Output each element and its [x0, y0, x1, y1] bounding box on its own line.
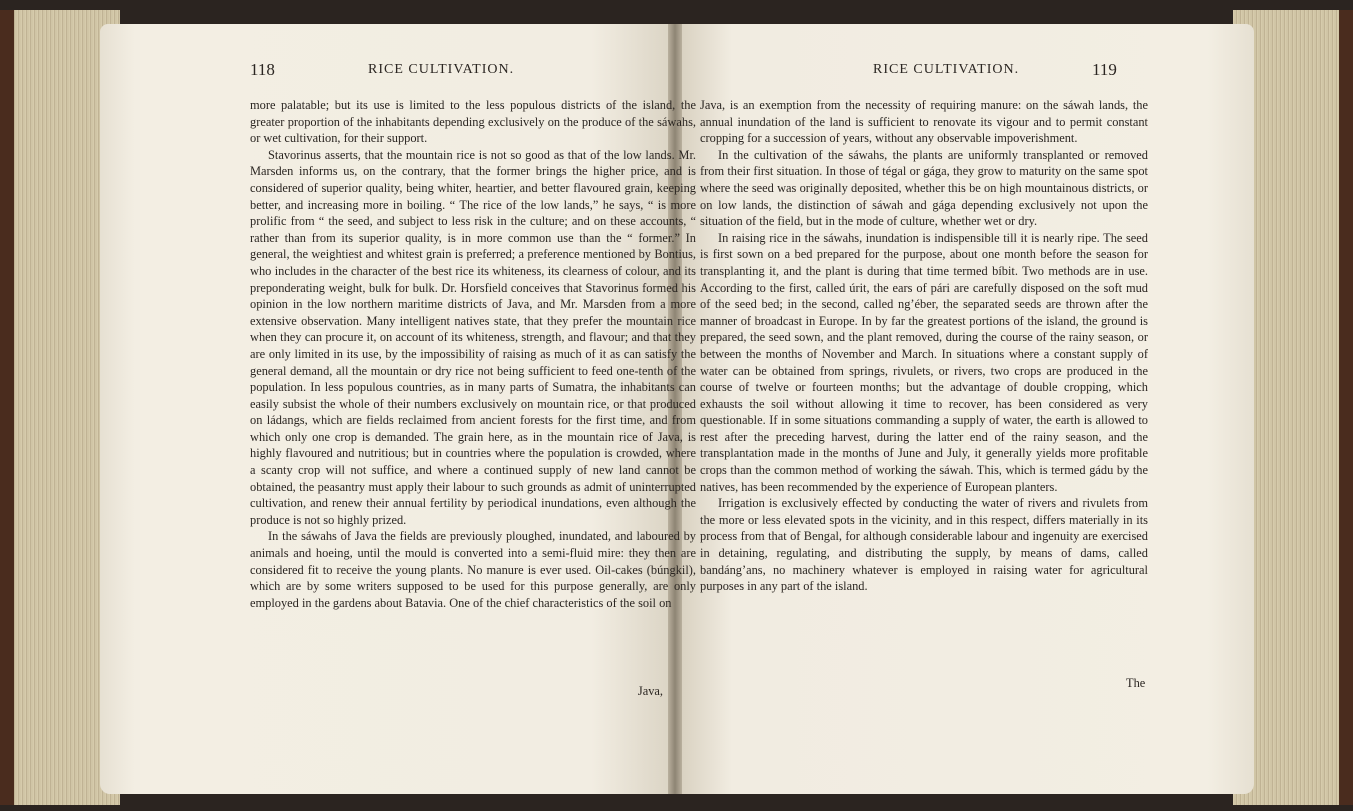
right-catchword: The [1126, 676, 1146, 690]
left-catchword: Java, [637, 684, 663, 698]
left-running-head: RICE CULTIVATION. [368, 62, 515, 77]
right-paragraph-4: Irrigation is exclusively effected by conducting the water of rivers and rivulets from the more or less elevated spots in the vicinity, and in this respect, differs materially in its process from that of Bengal, for although considerable labour and ingenuity are exercised in detaining, regulating, and distributing the supply, by means of dams, called bandáng’ans, no machinery whatever is employed in raising water for agricultural purposes in any part of the island. [700, 496, 1148, 594]
right-paragraph-1: Java, is an exemption from the necessity of requiring manure: on the sáwah lands, the annual inundation of the land is sufficient to renovate its vigour and to permit constant cropping for a succession of years, without any observable impoverishment. [700, 98, 1148, 146]
left-paragraph-2: Stavorinus asserts, that the mountain rice is not so good as that of the low lands. Mr. Marsden informs us, on the contrary, that the former brings the higher price, and is considered of superior quality, being whiter, heartier, and better flavoured grain, keeping better, and increasing more in boiling. “ The rice of the low lands,” he says, “ is more prolific from “ the seed, and subject to less risk in the culture; and on these accounts, “ rather than from its superior quality, is in more common use than the “ former.” In general, the weightiest and whitest grain is preferred; a preference mentioned by Bontius, who includes in the character of the best rice its whiteness, its clearness of colour, and its preponderating weight, bulk for bulk. Dr. Horsfield conceives that Stavorinus formed his opinion in the low northern maritime districts of Java, and Mr. Marsden from a more extensive observation. Many intelligent natives state, that they prefer the mountain rice when they can procure it, on account of its whiteness, strength, and flavour; and that they are only limited in its use, by the impossibility of raising as much of it as can satisfy the general demand, all the mountain or dry rice not being sufficient to feed one-tenth of the population. In less populous countries, as in many parts of Sumatra, the inhabitants can easily subsist the whole of their numbers exclusively on mountain rice, or that produced on ládangs, which are fields reclaimed from ancient forests for the first time, and from which only one crop is demanded. The grain here, as in the mountain rice of Java, is highly flavoured and nutritious; but in countries where the population is crowded, where a scanty crop will not suffice, and where a continued supply of new land cannot be obtained, the peasantry must apply their labour to such grounds as admit of uninterrupted cultivation, and renew their annual fertility by periodical inundations, even although the produce is not so highly prized. [250, 147, 696, 527]
left-body-text [250, 97, 696, 611]
right-paragraph-3: In raising rice in the sáwahs, inundation is indispensible till it is nearly ripe. The seed is first sown on a bed prepared for the purpose, about one month before the season for transplanting it, and the plant is during that time termed bíbit. Two methods are in use. According to the first, called úrit, the ears of pári are carefully disposed on the soft mud of the seed bed; in the second, called ng’éber, the separated seeds are thrown after the manner of broadcast in Europe. In by far the greatest portions of the island, the ground is prepared, the seed sown, and the plant removed, during the course of the rainy season, or between the months of November and March. In situations where a constant supply of water can be obtained from springs, rivulets, or rivers, two crops are produced in the course of twelve or fourteen months; but the advantage of double cropping, which exhausts the soil without allowing it time to recover, has been considered as very questionable. If in some situations commanding a supply of water, the earth is allowed to rest after the preceding harvest, during the latter end of the rainy season, and the transplantation made in the months of June and July, it generally yields more profitable crops than the common method of working the sáwah. This, which is termed gádu by the natives, has been recommended by the experience of European planters. [700, 230, 1148, 494]
right-running-head: RICE CULTIVATION. [873, 62, 1020, 77]
left-page-number: 118 [250, 60, 275, 79]
left-paragraph-1: more palatable; but its use is limited to the less populous districts of the island, the greater proportion of the inhabitants depending exclusively on the produce of the sáwahs, or wet cultivation, for their support. [250, 98, 696, 146]
right-page-number: 119 [1092, 60, 1117, 79]
right-body-text [700, 97, 1148, 595]
left-paragraph-3: In the sáwahs of Java the fields are previously ploughed, inundated, and laboured by animals and hoeing, until the mould is converted into a semi-fluid mire: they then are considered fit to receive the young plants. No manure is ever used. Oil-cakes (búngkil), which are by some writers supposed to be used for this purpose generally, are only employed in the gardens about Batavia. One of the chief characteristics of the soil on [250, 529, 696, 610]
right-paragraph-2: In the cultivation of the sáwahs, the plants are uniformly transplanted or removed from their first situation. In those of tégal or gága, they grow to maturity on the same spot where the seed was originally deposited, whether this be on high mountainous districts, or on low lands, the distinction of sáwah and gága depending exclusively not upon the situation of the field, but in the mode of culture, whether wet or dry. [700, 147, 1148, 229]
